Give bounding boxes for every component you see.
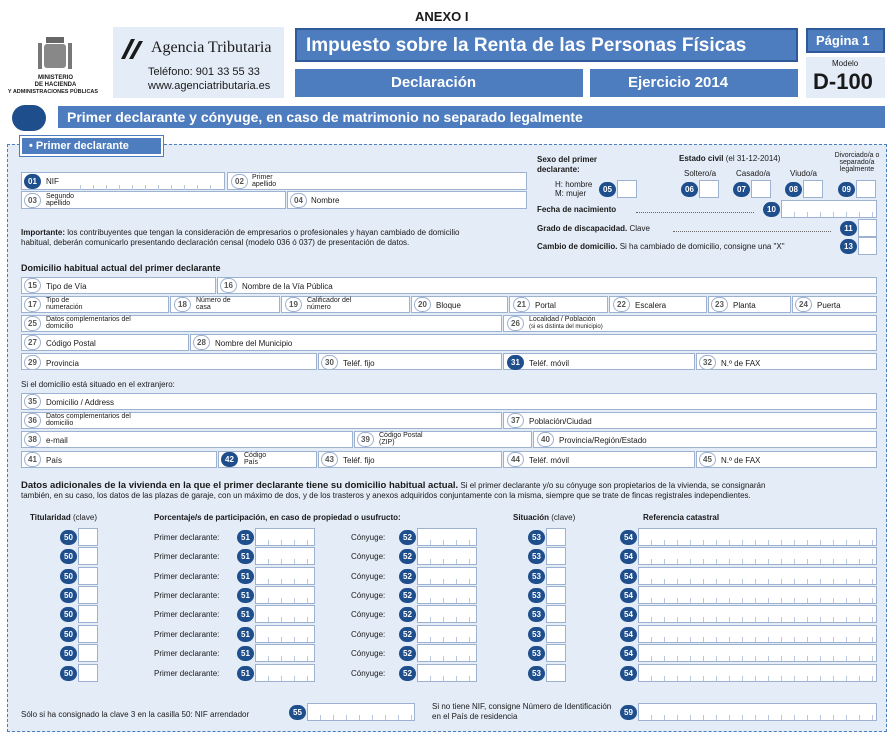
extra-2: también, en su caso, los datos de las plazas de garaje, con un máximo de dos, y de los trasteros y anexos adquiridos conjuntamente con la misma, siempre que se trate de fincas registrales independientes. [21, 491, 751, 500]
field-52-badge: 52 [399, 569, 416, 584]
abroad-label: Si el domicilio está situado en el extranjero: [21, 380, 175, 389]
domchange-label [537, 243, 785, 251]
row-first-label: Primer declarante: [154, 630, 220, 639]
row-first-label: Primer declarante: [154, 610, 220, 619]
field-51-badge: 51 [237, 646, 254, 661]
field-31-badge: 31 [507, 355, 524, 370]
pct-spouse-field[interactable] [417, 644, 477, 662]
disab-b: Grado de discapacidad. [537, 224, 628, 233]
name-label: Nombre [311, 196, 340, 205]
important-rest: habitual, deberán comunicarlo presentando declaración censal (modelo 036 ó 037) de presentación de datos. [21, 238, 410, 247]
sex-m: M: mujer [555, 189, 587, 198]
birth-label: Fecha de nacimiento [537, 205, 617, 214]
field-43-badge: 43 [321, 452, 338, 467]
ref-catastral-field[interactable] [638, 664, 877, 682]
agency-phone: Teléfono: 901 33 55 33 [148, 66, 260, 78]
ref-catastral-field[interactable] [638, 528, 877, 546]
birth-dots [636, 212, 754, 213]
page-box [806, 28, 885, 53]
col-sit-s: (clave) [551, 513, 576, 522]
field-32-badge: 32 [699, 355, 716, 370]
field-59-badge: 59 [620, 705, 637, 720]
pct-spouse-field[interactable] [417, 605, 477, 623]
model-box [806, 57, 885, 98]
f59b-label: en el País de residencia [432, 712, 518, 721]
f40-label: Provincia/Región/Estado [559, 436, 647, 445]
field-53-badge: 53 [528, 646, 545, 661]
field-01-badge: 01 [24, 174, 41, 189]
domchange-b: Cambio de domicilio. [537, 242, 618, 251]
field-50-badge: 50 [60, 569, 77, 584]
titularidad-field[interactable] [78, 625, 98, 643]
sex-h: H: hombre [555, 180, 593, 189]
field-41-badge: 41 [24, 452, 41, 467]
f37-label: Población/Ciudad [529, 417, 592, 426]
titularidad-field[interactable] [78, 586, 98, 604]
pct-first-field[interactable] [255, 625, 315, 643]
field-17-badge: 17 [24, 297, 41, 312]
model-label: Modelo [832, 59, 859, 68]
ministry-line-2: DE HACIENDA [34, 82, 77, 88]
domchange-sub: Si ha cambiado de domicilio, consigne una "X" [619, 242, 785, 251]
field-50-badge: 50 [60, 607, 77, 622]
first-surname-label: Primer apellido [252, 174, 277, 188]
subsection-tab [20, 136, 163, 156]
f23-label: Planta [733, 301, 756, 310]
pct-first-field[interactable] [255, 567, 315, 585]
situacion-field[interactable] [546, 664, 566, 682]
important-first: los contribuyentes que tengan la consideración de empresarios o profesionales y hayan cambiado de domicilio [67, 228, 460, 237]
agency-box [113, 27, 284, 98]
field-51-badge: 51 [237, 569, 254, 584]
row-first-label: Primer declarante: [154, 533, 220, 542]
f26-sub: (si es distinta del municipio) [529, 324, 603, 330]
titularidad-field[interactable] [78, 644, 98, 662]
field-42-badge: 42 [221, 452, 238, 467]
agency-logo-icon [119, 37, 147, 61]
field-44-badge: 44 [507, 452, 524, 467]
field-39-badge: 39 [357, 432, 374, 447]
field-52-badge: 52 [399, 530, 416, 545]
ref-catastral-field[interactable] [638, 644, 877, 662]
model-code: D-100 [813, 69, 873, 94]
field-50-badge: 50 [60, 549, 77, 564]
f24-label: Puerta [817, 301, 841, 310]
civil-07-field[interactable] [751, 180, 771, 198]
row-first-label: Primer declarante: [154, 649, 220, 658]
col-sit [513, 514, 575, 522]
row-spouse-label: Cónyuge: [351, 610, 386, 619]
situacion-field[interactable] [546, 528, 566, 546]
field-06-badge: 06 [681, 182, 698, 197]
titularidad-field[interactable] [78, 547, 98, 565]
field-09-badge: 09 [838, 182, 855, 197]
f38-label: e-mail [46, 436, 68, 445]
nif-label: NIF [46, 177, 59, 186]
row-first-label: Primer declarante: [154, 552, 220, 561]
pct-spouse-field[interactable] [417, 664, 477, 682]
field-52-badge: 52 [399, 607, 416, 622]
field-21-badge: 21 [513, 297, 530, 312]
field-54-badge: 54 [620, 646, 637, 661]
field-36-badge: 36 [24, 413, 41, 428]
nif-ticks [68, 172, 223, 190]
civil-title-b: Estado civil [679, 154, 724, 163]
field-51-badge: 51 [237, 549, 254, 564]
f22-label: Escalera [635, 301, 667, 310]
field-27-badge: 27 [24, 335, 41, 350]
situacion-field[interactable] [546, 586, 566, 604]
situacion-field[interactable] [546, 625, 566, 643]
field-54-badge: 54 [620, 549, 637, 564]
situacion-field[interactable] [546, 567, 566, 585]
f45-label: N.º de FAX [721, 456, 761, 465]
row-spouse-label: Cónyuge: [351, 572, 386, 581]
form-title-text: Impuesto sobre la Renta de las Personas Físicas [306, 35, 747, 56]
f21-label: Portal [535, 301, 556, 310]
domchange-field[interactable] [858, 237, 877, 255]
ref-catastral-field[interactable] [638, 567, 877, 585]
ref-catastral-field[interactable] [638, 625, 877, 643]
pct-spouse-field[interactable] [417, 586, 477, 604]
subsection-tab-text: • Primer declarante [29, 140, 129, 152]
field-53-badge: 53 [528, 530, 545, 545]
disab-label [537, 225, 650, 233]
col-ref: Referencia catastral [643, 513, 720, 522]
situacion-field[interactable] [546, 547, 566, 565]
f27-label: Código Postal [46, 339, 96, 348]
dom-title: Domicilio habitual actual del primer declarante [21, 263, 221, 273]
ministry-logo [8, 33, 103, 98]
field-25-badge: 25 [24, 316, 41, 331]
field-05-badge: 05 [599, 182, 616, 197]
extra-1: Si el primer declarante y/o su cónyuge son propietarios de la vivienda, se consignarán [460, 481, 766, 490]
f19-label: Calificador del número [307, 297, 352, 311]
f17-label: Tipo de numeración [46, 297, 83, 311]
row-spouse-label: Cónyuge: [351, 552, 386, 561]
panel-top-border [7, 144, 20, 145]
row-35[interactable] [21, 393, 877, 410]
row-first-label: Primer declarante: [154, 591, 220, 600]
f30-label: Teléf. fijo [343, 359, 375, 368]
pct-spouse-field[interactable] [417, 625, 477, 643]
field-53-badge: 53 [528, 569, 545, 584]
field-51-badge: 51 [237, 530, 254, 545]
row-first-label: Primer declarante: [154, 669, 220, 678]
f28-label: Nombre del Municipio [215, 339, 293, 348]
field-23-badge: 23 [711, 297, 728, 312]
row-spouse-label: Cónyuge: [351, 630, 386, 639]
field-28-badge: 28 [193, 335, 210, 350]
pct-first-field[interactable] [255, 547, 315, 565]
f36-label: Datos complementarios del domicilio [46, 413, 131, 427]
field-54-badge: 54 [620, 530, 637, 545]
field-51-badge: 51 [237, 666, 254, 681]
col-sit-b: Situación [513, 513, 550, 522]
field-13-badge: 13 [840, 239, 857, 254]
titularidad-field[interactable] [78, 664, 98, 682]
pct-first-field[interactable] [255, 605, 315, 623]
field-29-badge: 29 [24, 355, 41, 370]
f32-label: N.º de FAX [721, 359, 761, 368]
f18-label: Número de casa [196, 297, 231, 311]
civil-soltero: Soltero/a [684, 169, 717, 178]
field-54-badge: 54 [620, 666, 637, 681]
civil-09-field[interactable] [856, 180, 876, 198]
field-11-badge: 11 [840, 221, 857, 236]
civil-06-field[interactable] [699, 180, 719, 198]
f59a-label: Si no tiene NIF, consigne Número de Identificación [432, 702, 612, 711]
f39-label: Código Postal (ZIP) [379, 432, 423, 446]
subtitle-box [295, 69, 583, 97]
f44-label: Teléf. móvil [529, 456, 570, 465]
field-53-badge: 53 [528, 627, 545, 642]
field-54-badge: 54 [620, 607, 637, 622]
field-38-badge: 38 [24, 432, 41, 447]
field-50-badge: 50 [60, 627, 77, 642]
field-53-badge: 53 [528, 607, 545, 622]
foreign-id-field[interactable] [638, 703, 877, 721]
section-title-text: Primer declarante y cónyuge, en caso de matrimonio no separado legalmente [67, 109, 583, 125]
row-38[interactable] [21, 431, 353, 448]
field-40-badge: 40 [537, 432, 554, 447]
pct-first-field[interactable] [255, 528, 315, 546]
field-52-badge: 52 [399, 646, 416, 661]
civil-title [679, 155, 780, 163]
important-note [21, 228, 521, 248]
nif-lessor-field[interactable] [307, 703, 415, 721]
ministry-line-1: MINISTERIO [37, 75, 73, 81]
field-52-badge: 52 [399, 627, 416, 642]
row-spouse-label: Cónyuge: [351, 533, 386, 542]
field-51-badge: 51 [237, 607, 254, 622]
exercise-text: Ejercicio 2014 [628, 74, 729, 91]
civil-viudo: Viudo/a [790, 169, 817, 178]
ref-catastral-field[interactable] [638, 605, 877, 623]
field-52-badge: 52 [399, 588, 416, 603]
civil-divorciado: Divorciado/a o separado/a legalmente [834, 152, 880, 173]
field-24-badge: 24 [795, 297, 812, 312]
field-30-badge: 30 [321, 355, 338, 370]
disab-field[interactable] [858, 219, 877, 237]
col-tit-s: (clave) [72, 513, 97, 522]
exercise-box [590, 69, 798, 97]
annex-label: ANEXO I [415, 9, 469, 24]
field-50-badge: 50 [60, 530, 77, 545]
titularidad-field[interactable] [78, 528, 98, 546]
f55-label: Sólo si ha consignado la clave 3 en la casilla 50: NIF arrendador [21, 710, 250, 719]
field-37-badge: 37 [507, 413, 524, 428]
row-spouse-label: Cónyuge: [351, 649, 386, 658]
situacion-field[interactable] [546, 605, 566, 623]
titularidad-field[interactable] [78, 567, 98, 585]
f43-label: Teléf. fijo [343, 456, 375, 465]
f15-label: Tipo de Vía [46, 282, 87, 291]
field-52-badge: 52 [399, 549, 416, 564]
panel-top-border-2 [164, 144, 887, 145]
row-first-label: Primer declarante: [154, 572, 220, 581]
civil-08-field[interactable] [803, 180, 823, 198]
col-tit-b: Titularidad [30, 513, 71, 522]
field-16-badge: 16 [220, 278, 237, 293]
field-26-badge: 26 [507, 316, 524, 331]
section-bullet-icon [12, 105, 46, 131]
form-title [295, 28, 798, 62]
field-50-badge: 50 [60, 646, 77, 661]
field-51-badge: 51 [237, 627, 254, 642]
field-19-badge: 19 [285, 297, 302, 312]
row-28[interactable] [190, 334, 877, 351]
field-54-badge: 54 [620, 588, 637, 603]
field-53-badge: 53 [528, 666, 545, 681]
f26-label: Localidad / Población [529, 316, 596, 323]
extra-bold: Datos adicionales de la vivienda en la que el primer declarante tiene su domicilio habitual actual. [21, 480, 459, 491]
field-22-badge: 22 [613, 297, 630, 312]
pct-spouse-field[interactable] [417, 567, 477, 585]
field-53-badge: 53 [528, 588, 545, 603]
pct-spouse-field[interactable] [417, 547, 477, 565]
field-20-badge: 20 [414, 297, 431, 312]
page-text: Página 1 [816, 33, 870, 48]
f41-label: País [46, 456, 63, 465]
field-15-badge: 15 [24, 278, 41, 293]
field-53-badge: 53 [528, 549, 545, 564]
sex-title: Sexo del primer declarante: [537, 155, 598, 174]
subtitle-text: Declaración [391, 74, 477, 91]
civil-casado: Casado/a [736, 169, 771, 178]
ref-catastral-field[interactable] [638, 586, 877, 604]
pct-spouse-field[interactable] [417, 528, 477, 546]
field-07-badge: 07 [733, 182, 750, 197]
extra-note [21, 481, 881, 501]
pct-first-field[interactable] [255, 644, 315, 662]
civil-date: (el 31-12-2014) [725, 154, 781, 163]
field-03-badge: 03 [24, 193, 41, 208]
disab-sub: Clave [629, 224, 650, 233]
important-bold: Importante: [21, 228, 65, 237]
f25-label: Datos complementarios del domicilio [46, 316, 131, 330]
field-04-badge: 04 [290, 193, 307, 208]
field-52-badge: 52 [399, 666, 416, 681]
pct-first-field[interactable] [255, 664, 315, 682]
second-surname-label: Segundo apellido [46, 193, 75, 207]
sex-field[interactable] [617, 180, 637, 198]
field-50-badge: 50 [60, 666, 77, 681]
f29-label: Provincia [46, 359, 79, 368]
row-spouse-label: Cónyuge: [351, 669, 386, 678]
coat-of-arms-icon [8, 33, 103, 73]
titularidad-field[interactable] [78, 605, 98, 623]
f16-label: Nombre de la Vía Pública [242, 282, 333, 291]
field-02-badge: 02 [231, 174, 248, 189]
ministry-line-3: Y ADMINISTRACIONES PÚBLICAS [7, 89, 99, 95]
field-55-badge: 55 [289, 705, 306, 720]
field-54-badge: 54 [620, 569, 637, 584]
agency-name: Agencia Tributaria [151, 39, 272, 56]
f35-label: Domicilio / Address [46, 398, 115, 407]
row-spouse-label: Cónyuge: [351, 591, 386, 600]
pct-first-field[interactable] [255, 586, 315, 604]
field-18-badge: 18 [174, 297, 191, 312]
field-51-badge: 51 [237, 588, 254, 603]
situacion-field[interactable] [546, 644, 566, 662]
ref-catastral-field[interactable] [638, 547, 877, 565]
col-tit [30, 514, 97, 522]
col-pct: Porcentaje/s de participación, en caso de propiedad o usufructo: [154, 513, 401, 522]
field-45-badge: 45 [699, 452, 716, 467]
section-title [58, 106, 885, 128]
field-10-badge: 10 [763, 202, 780, 217]
f31-label: Teléf. móvil [529, 359, 570, 368]
f42-label: Código País [244, 452, 267, 466]
birth-field[interactable] [781, 200, 877, 218]
field-50-badge: 50 [60, 588, 77, 603]
f20-label: Bloque [436, 301, 461, 310]
disab-dots [673, 231, 831, 232]
agency-web: www.agenciatributaria.es [148, 80, 271, 92]
field-08-badge: 08 [785, 182, 802, 197]
field-35-badge: 35 [24, 394, 41, 409]
field-54-badge: 54 [620, 627, 637, 642]
